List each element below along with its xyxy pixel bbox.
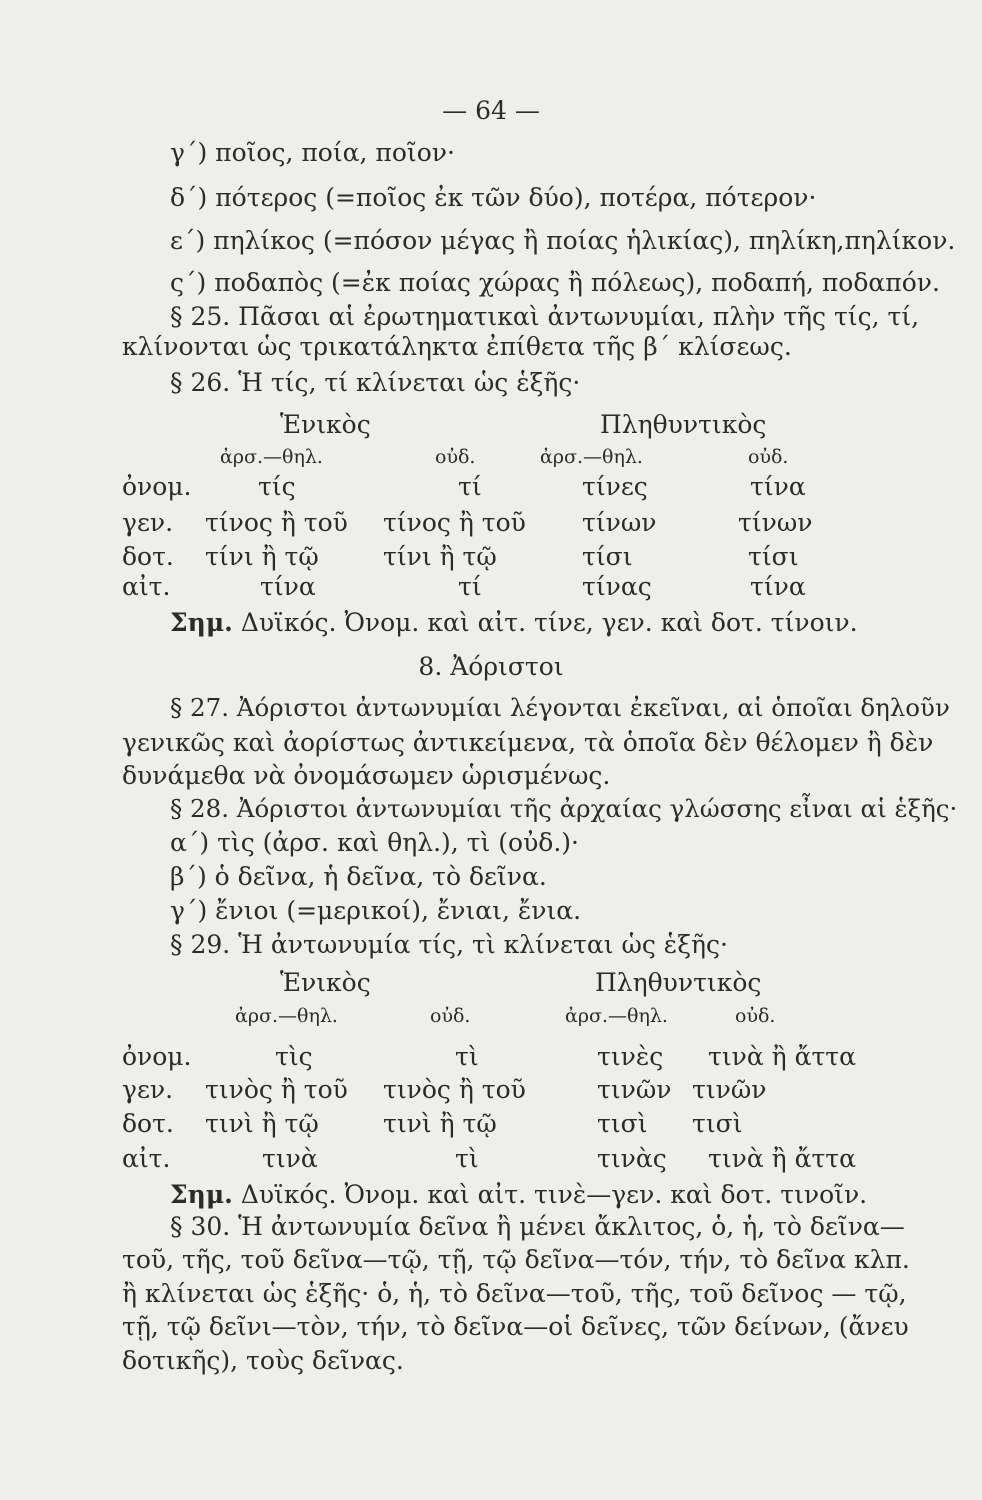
case-label: δοτ. xyxy=(122,542,174,571)
text-line: β΄) ὁ δεῖνα, ἡ δεῖνα, τὸ δεῖνα. xyxy=(170,862,547,891)
table-cell: τισὶ xyxy=(597,1109,648,1138)
table-cell: τίνων xyxy=(738,508,813,537)
text-line: γ΄) ποῖος, ποία, ποῖον· xyxy=(170,138,455,167)
column-header: ἀρσ.—θηλ. xyxy=(235,1005,338,1027)
table-cell: τινὶ ἢ τῷ xyxy=(205,1109,319,1138)
table-cell: τίνες xyxy=(582,472,648,501)
note-label: Σημ. xyxy=(170,608,233,637)
table-cell: τί xyxy=(458,472,482,501)
column-header: οὐδ. xyxy=(735,1005,776,1027)
plural-heading: Πληθυντικὸς xyxy=(595,968,762,997)
column-header: ἀρσ.—θηλ. xyxy=(540,446,643,468)
note-text: Δυϊκός. Ὀνομ. καὶ αἰτ. τινὲ—γεν. καὶ δοτ. τινοῖν. xyxy=(240,1180,868,1209)
text-line: τοῦ, τῆς, τοῦ δεῖνα—τῷ, τῇ, τῷ δεῖνα—τόν, τήν, τὸ δεῖνα κλπ. xyxy=(122,1245,910,1274)
column-header: οὐδ. xyxy=(748,446,789,468)
note-text: Δυϊκός. Ὀνομ. καὶ αἰτ. τίνε, γεν. καὶ δοτ. τίνοιν. xyxy=(240,608,858,637)
text-line: γ΄) ἔνιοι (=μερικοί), ἔνιαι, ἔνια. xyxy=(170,896,582,925)
text-line: ἢ κλίνεται ὡς ἑξῆς· ὁ, ἡ, τὸ δεῖνα—τοῦ, τῆς, τοῦ δεῖνος — τῷ, xyxy=(122,1279,907,1308)
text-line: § 30. Ἡ ἀντωνυμία δεῖνα ἢ μένει ἄκλιτος, ὁ, ἡ, τὸ δεῖνα— xyxy=(170,1212,905,1241)
note-line xyxy=(170,1182,867,1207)
table-cell: τίνι ἢ τῷ xyxy=(205,542,319,571)
case-label: ὀνομ. xyxy=(122,1042,192,1071)
table-cell: τίνων xyxy=(582,508,657,537)
column-header: οὐδ. xyxy=(435,446,476,468)
table-cell: τινῶν xyxy=(692,1075,767,1104)
text-line: τῇ, τῷ δεῖνι—τὸν, τήν, τὸ δεῖνα—οἱ δεῖνες, τῶν δείνων, (ἄνευ xyxy=(122,1312,909,1341)
table-cell: τινὶ ἢ τῷ xyxy=(383,1109,497,1138)
table-cell: τινὰ xyxy=(262,1144,318,1173)
column-header: οὐδ. xyxy=(430,1005,471,1027)
text-line: § 25. Πᾶσαι αἱ ἐρωτηματικαὶ ἀντωνυμίαι, πλὴν τῆς τίς, τί, xyxy=(170,302,920,331)
singular-heading: Ἑνικὸς xyxy=(280,968,371,997)
table-cell: τίνας xyxy=(582,572,652,601)
table-cell: τίνος ἢ τοῦ xyxy=(383,508,526,537)
table-cell: τινὸς ἢ τοῦ xyxy=(383,1075,526,1104)
table-cell: τίνι ἢ τῷ xyxy=(383,542,497,571)
text-line: γενικῶς καὶ ἀορίστως ἀντικείμενα, τὰ ὁποῖα δὲν θέλομεν ἢ δὲν xyxy=(122,728,934,757)
table-cell: τινὰς xyxy=(597,1144,667,1173)
table-cell: τινὲς xyxy=(597,1042,664,1071)
text-line: § 26. Ἡ τίς, τί κλίνεται ὡς ἑξῆς· xyxy=(170,368,581,397)
table-cell: τισὶ xyxy=(692,1109,743,1138)
plural-heading: Πληθυντικὸς xyxy=(600,410,767,439)
singular-heading: Ἑνικὸς xyxy=(280,410,371,439)
column-header: ἀρσ.—θηλ. xyxy=(565,1005,668,1027)
table-cell: τινὰ ἢ ἄττα xyxy=(708,1144,857,1173)
table-cell: τίνα xyxy=(260,572,316,601)
table-cell: τὶς xyxy=(275,1042,313,1071)
table-cell: τίσι xyxy=(748,542,799,571)
page-number: — 64 — xyxy=(442,96,540,125)
text-line: α΄) τὶς (ἀρσ. καὶ θηλ.), τὶ (οὐδ.)· xyxy=(170,828,579,857)
table-cell: τίνος ἢ τοῦ xyxy=(205,508,348,537)
table-cell: τὶ xyxy=(455,1042,479,1071)
text-line: δυνάμεθα νὰ ὀνομάσωμεν ὡρισμένως. xyxy=(122,761,611,790)
case-label: ὀνομ. xyxy=(122,472,192,501)
section-heading: 8. Ἀόριστοι xyxy=(418,652,564,681)
table-cell: τίνα xyxy=(750,472,806,501)
note-line xyxy=(170,610,858,635)
table-cell: τινὸς ἢ τοῦ xyxy=(205,1075,348,1104)
text-line: ς΄) ποδαπὸς (=ἐκ ποίας χώρας ἢ πόλεως), ποδαπή, ποδαπόν. xyxy=(170,268,940,297)
text-line: ε΄) πηλίκος (=πόσον μέγας ἢ ποίας ἡλικίας), πηλίκη,πηλίκον. xyxy=(170,226,956,255)
case-label: αἰτ. xyxy=(122,572,171,601)
text-line: § 28. Ἀόριστοι ἀντωνυμίαι τῆς ἀρχαίας γλώσσης εἶναι αἱ ἑξῆς· xyxy=(170,794,958,823)
text-line: § 29. Ἡ ἀντωνυμία τίς, τὶ κλίνεται ὡς ἑξῆς· xyxy=(170,930,728,959)
table-cell: τί xyxy=(458,572,482,601)
table-cell: τίς xyxy=(258,472,296,501)
table-cell: τινῶν xyxy=(597,1075,672,1104)
note-label: Σημ. xyxy=(170,1180,233,1209)
table-cell: τὶ xyxy=(455,1144,479,1173)
case-label: γεν. xyxy=(122,508,174,537)
text-line: κλίνονται ὡς τρικατάληκτα ἐπίθετα τῆς β΄ κλίσεως. xyxy=(122,332,792,361)
case-label: γεν. xyxy=(122,1075,174,1104)
text-line: δοτικῆς), τοὺς δεῖνας. xyxy=(122,1346,404,1375)
table-cell: τινὰ ἢ ἄττα xyxy=(708,1042,857,1071)
case-label: αἰτ. xyxy=(122,1144,171,1173)
table-cell: τίσι xyxy=(582,542,633,571)
case-label: δοτ. xyxy=(122,1109,174,1138)
text-line: § 27. Ἀόριστοι ἀντωνυμίαι λέγονται ἐκεῖναι, αἱ ὁποῖαι δηλοῦν xyxy=(170,693,950,722)
text-line: δ΄) πότερος (=ποῖος ἐκ τῶν δύο), ποτέρα, πότερον· xyxy=(170,183,817,212)
table-cell: τίνα xyxy=(750,572,806,601)
column-header: ἀρσ.—θηλ. xyxy=(220,446,323,468)
